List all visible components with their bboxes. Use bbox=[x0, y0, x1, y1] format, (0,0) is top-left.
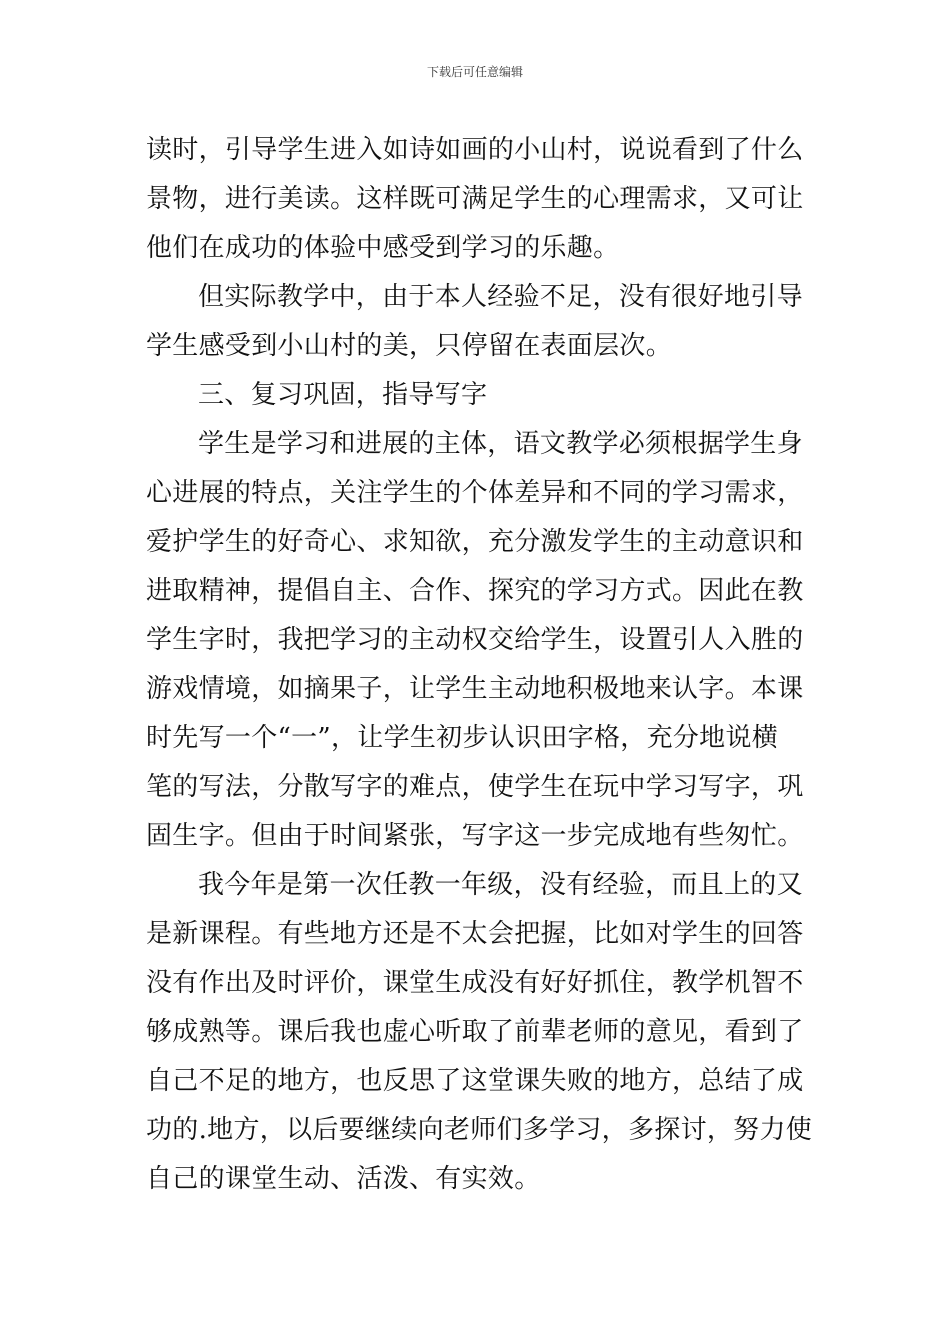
page-header: 下载后可任意编辑 bbox=[426, 65, 523, 79]
text-line: 读时，引导学生进入如诗如画的小山村，说说看到了什么 bbox=[146, 135, 804, 165]
text-line: 没有作出及时评价，课堂生成没有好好抓住，教学机智不 bbox=[146, 968, 804, 998]
text-line: 学生感受到小山村的美，只停留在表面层次。 bbox=[146, 331, 673, 361]
paragraph-first-line: 但实际教学中，由于本人经验不足，没有很好地引导 bbox=[198, 282, 803, 312]
text-line: 他们在成功的体验中感受到学习的乐趣。 bbox=[146, 233, 620, 263]
text-line: 游戏情境，如摘果子，让学生主动地积极地来认字。本课 bbox=[146, 674, 804, 704]
text-line: 够成熟等。课后我也虚心听取了前辈老师的意见，看到了 bbox=[146, 1017, 804, 1047]
text-line: 功的.地方，以后要继续向老师们多学习，多探讨，努力使 bbox=[146, 1115, 813, 1145]
text-line: 是新课程。有些地方还是不太会把握，比如对学生的回答 bbox=[146, 919, 804, 949]
text-line: 笔的写法，分散写字的难点，使学生在玩中学习写字，巩 bbox=[146, 772, 804, 802]
paragraph-first-line: 学生是学习和进展的主体，语文教学必须根据学生身 bbox=[198, 429, 803, 459]
text-line: 景物，进行美读。这样既可满足学生的心理需求，又可让 bbox=[146, 184, 804, 214]
text-line: 进取精神，提倡自主、合作、探究的学习方式。因此在教 bbox=[146, 576, 804, 606]
document-body bbox=[146, 126, 812, 1204]
text-line: 心进展的特点，关注学生的个体差异和不同的学习需求， bbox=[146, 478, 804, 508]
text-line: 爱护学生的好奇心、求知欲，充分激发学生的主动意识和 bbox=[146, 527, 804, 557]
text-line: 固生字。但由于时间紧张，写字这一步完成地有些匆忙。 bbox=[146, 821, 804, 851]
text-line: 自己不足的地方，也反思了这堂课失败的地方，总结了成 bbox=[146, 1066, 804, 1096]
text-line: 自己的课堂生动、活泼、有实效。 bbox=[146, 1164, 541, 1194]
text-line: 时先写一个“一”，让学生初步认识田字格，充分地说横 bbox=[146, 723, 779, 753]
section-heading: 三、复习巩固，指导写字 bbox=[198, 380, 488, 410]
text-line: 学生字时，我把学习的主动权交给学生，设置引人入胜的 bbox=[146, 625, 804, 655]
paragraph-first-line: 我今年是第一次任教一年级，没有经验，而且上的又 bbox=[198, 870, 803, 900]
